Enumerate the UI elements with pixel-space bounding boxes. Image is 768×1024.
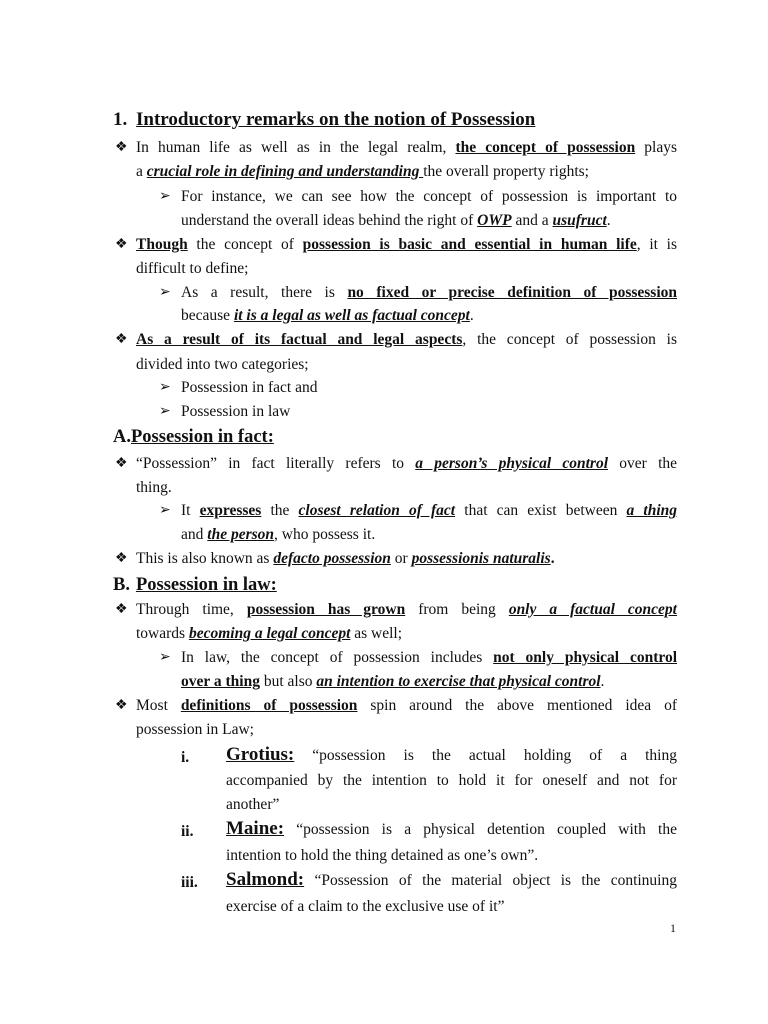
paragraph-6a-line-1: In law, the concept of possession includes not only physical control <box>181 649 678 666</box>
list-item: Possession in fact and <box>181 379 318 396</box>
arrowhead-bullet-icon: ➢ <box>159 503 171 518</box>
diamond-bullet-icon: ❖ <box>115 602 128 617</box>
paragraph-5: This is also known as defacto possession or possessionis naturalis. <box>136 550 555 567</box>
paragraph-2a-line-2: because it is a legal as well as factual concept. <box>181 307 474 324</box>
section-b-heading: B. Possession in law: <box>113 575 277 595</box>
arrowhead-bullet-icon: ➢ <box>159 285 171 300</box>
paragraph-7-line-1: Most definitions of possession spin around the above mentioned idea of <box>136 697 678 714</box>
paragraph-4a-line-2: and the person, who possess it. <box>181 526 376 543</box>
paragraph-4-line-1: “Possession” in fact literally refers to a person’s physical control over the <box>136 455 678 472</box>
list-item: Possession in law <box>181 403 291 420</box>
definition-maine-line-1: Maine: “possession is a physical detention coupled with the <box>226 818 677 839</box>
definition-number: i. <box>181 749 190 766</box>
definition-number: ii. <box>181 823 194 840</box>
paragraph-3-line-2: divided into two categories; <box>136 356 309 373</box>
definition-maine-line-2: intention to hold the thing detained as one’s own”. <box>226 847 539 864</box>
paragraph-1a-line-1: For instance, we can see how the concept of possession is important to <box>181 188 677 205</box>
paragraph-6-line-2: towards becoming a legal concept as well; <box>136 625 403 642</box>
paragraph-1a-line-2: understand the overall ideas behind the right of OWP and a usufruct. <box>181 212 611 229</box>
diamond-bullet-icon: ❖ <box>115 140 128 155</box>
paragraph-2-line-2: difficult to define; <box>136 260 249 277</box>
definition-grotius-line-2: accompanied by the intention to hold it for oneself and not for <box>226 772 677 789</box>
diamond-bullet-icon: ❖ <box>115 456 128 471</box>
definition-number: iii. <box>181 874 198 891</box>
definition-grotius-line-1: Grotius: “possession is the actual holding of a thing <box>226 744 677 765</box>
paragraph-2-line-1: Though the concept of possession is basic and essential in human life, it is <box>136 236 678 253</box>
section-a-heading: A.Possession in fact: <box>113 427 274 447</box>
diamond-bullet-icon: ❖ <box>115 237 128 252</box>
paragraph-6a-line-2: over a thing but also an intention to exercise that physical control. <box>181 673 605 690</box>
page-number: 1 <box>670 921 676 935</box>
diamond-bullet-icon: ❖ <box>115 698 128 713</box>
paragraph-2a-line-1: As a result, there is no fixed or precise definition of possession <box>181 284 678 301</box>
paragraph-4a-line-1: It expresses the closest relation of fact that can exist between a thing <box>181 502 677 519</box>
paragraph-3-line-1: As a result of its factual and legal aspects, the concept of possession is <box>136 331 677 348</box>
diamond-bullet-icon: ❖ <box>115 332 128 347</box>
main-heading <box>113 110 535 130</box>
heading-text: Introductory remarks on the notion of Possession <box>136 109 536 130</box>
arrowhead-bullet-icon: ➢ <box>159 189 171 204</box>
paragraph-1-line-1: In human life as well as in the legal realm, the concept of possession plays <box>136 139 677 156</box>
arrowhead-bullet-icon: ➢ <box>159 404 171 419</box>
paragraph-7-line-2: possession in Law; <box>136 721 254 738</box>
definition-grotius-line-3: another” <box>226 796 280 813</box>
definition-salmond-line-2: exercise of a claim to the exclusive use of it” <box>226 898 505 915</box>
heading-number: 1. <box>113 109 128 130</box>
definition-salmond-line-1: Salmond: “Possession of the material object is the continuing <box>226 869 677 890</box>
arrowhead-bullet-icon: ➢ <box>159 380 171 395</box>
paragraph-6-line-1: Through time, possession has grown from being only a factual concept <box>136 601 677 618</box>
arrowhead-bullet-icon: ➢ <box>159 650 171 665</box>
diamond-bullet-icon: ❖ <box>115 551 128 566</box>
paragraph-4-line-2: thing. <box>136 479 172 496</box>
paragraph-1-line-2: a crucial role in defining and understanding the overall property rights; <box>136 163 589 180</box>
